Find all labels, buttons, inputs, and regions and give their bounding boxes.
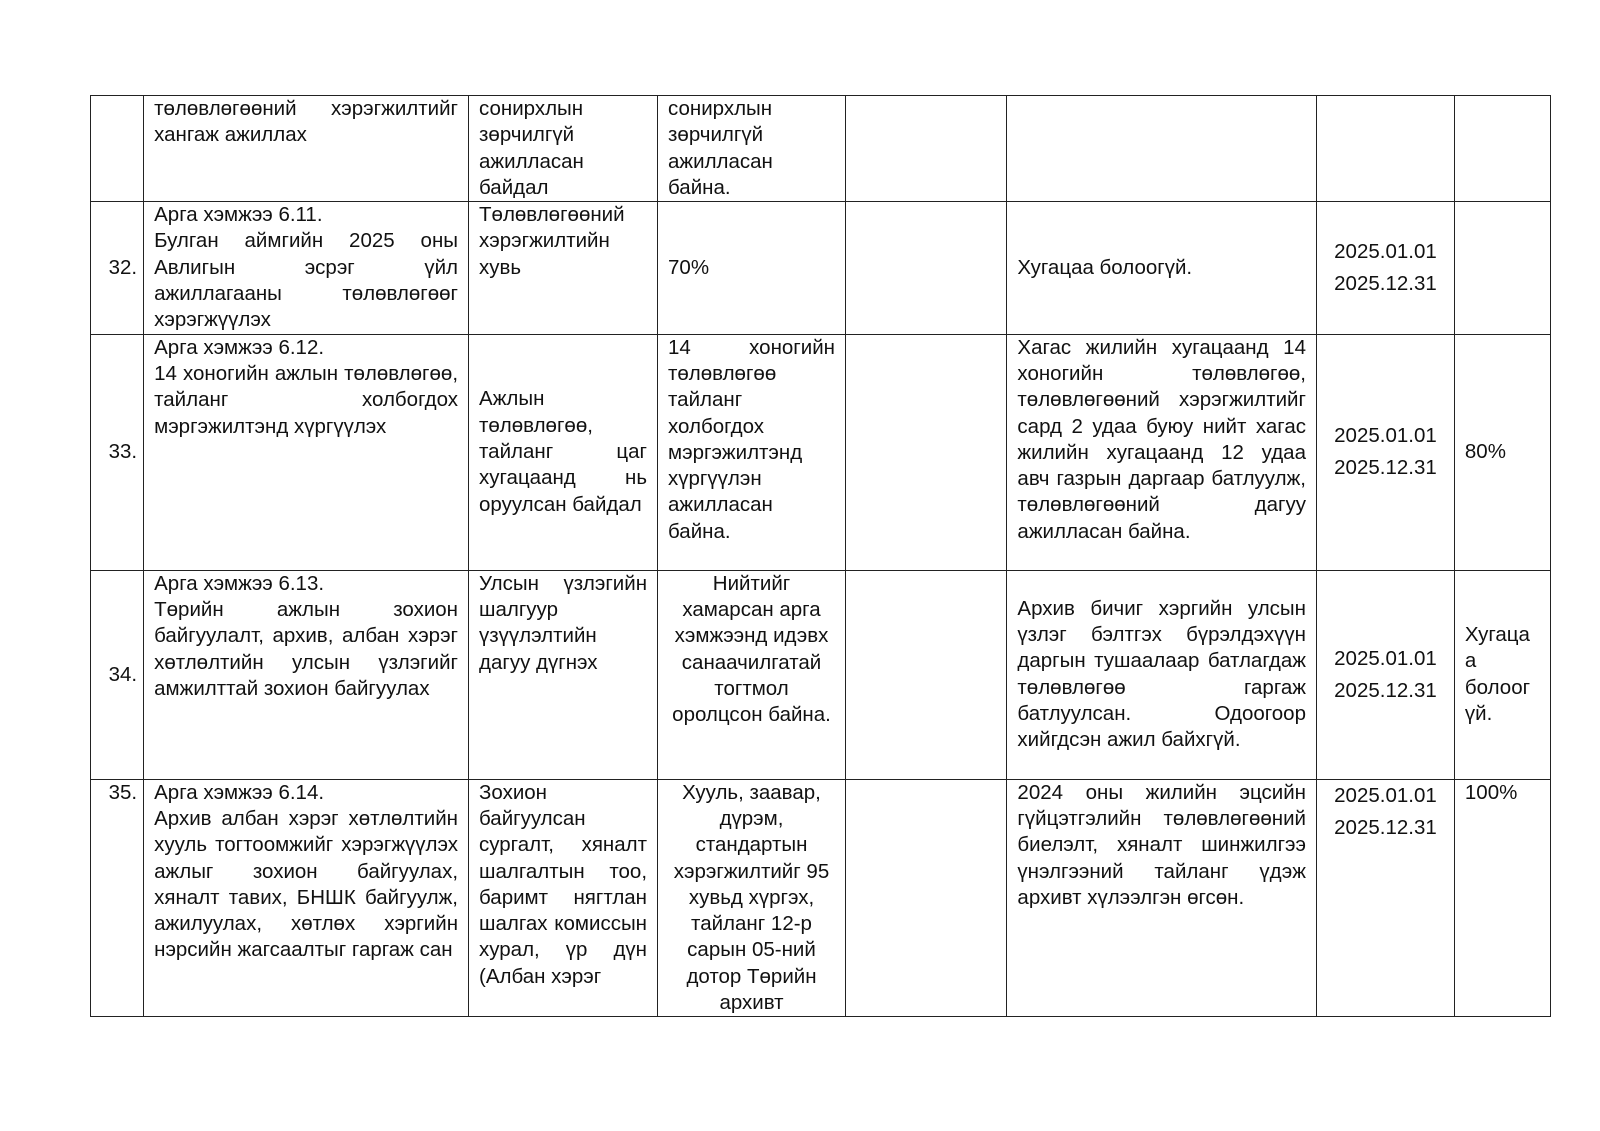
date-start: 2025.01.01 <box>1334 239 1437 263</box>
empty-cell <box>846 202 1007 334</box>
target-cell: Хууль, заавар, дүрэм, стандартын хэрэгжилтийг 95 хувьд хүргэх, тайланг 12-р сарын 05-ний дотор Төрийн архивт <box>658 779 846 1017</box>
date-end: 2025.12.31 <box>1334 815 1437 839</box>
row-number <box>91 96 144 202</box>
empty-cell <box>846 334 1007 570</box>
row-number: 32. <box>91 202 144 334</box>
target-cell: 14 хоногийн төлөвлөгөө тайланг холбогдох мэргэжилтэнд хүргүүлэн ажилласан байна. <box>658 334 846 570</box>
empty-cell <box>846 779 1007 1017</box>
indicator-cell: Ажлын төлөвлөгөө, тайланг цаг хугацаанд нь оруулсан байдал <box>469 334 658 570</box>
measure-title: Арга хэмжээ 6.11. <box>154 203 323 227</box>
table-row <box>91 779 1551 1017</box>
date-cell <box>1316 570 1454 779</box>
date-start: 2025.01.01 <box>1334 646 1437 670</box>
date-cell <box>1316 334 1454 570</box>
target-cell: 70% <box>658 202 846 334</box>
measure-cell <box>144 570 469 779</box>
measure-title: Арга хэмжээ 6.13. <box>154 571 325 595</box>
report-cell: Хагас жилийн хугацаанд 14 хоногийн төлөвлөгөө, төлөвлөгөөний хэрэгжилтийг сард 2 удаа буюу нийт хагас жилийн хугацаанд 12 удаа авч газрын даргаар батлуулж, төлөвлөгөөний дагуу ажилласан байна. <box>1007 334 1317 570</box>
indicator-cell: сонирхлын зөрчилгүй ажилласан байдал <box>469 96 658 202</box>
target-cell: Нийтийг хамарсан арга хэмжээнд идэвх санаачилгатай тогтмол оролцсон байна. <box>658 570 846 779</box>
date-end: 2025.12.31 <box>1334 678 1437 702</box>
indicator-cell: Зохион байгуулсан сургалт, хяналт шалгалтын тоо, баримт нягтлан шалгах комиссын хурал, үр дүн (Албан хэрэг <box>469 779 658 1017</box>
date-start: 2025.01.01 <box>1334 424 1437 448</box>
measure-text: Төрийн ажлын зохион байгуулалт, архив, албан хэрэг хөтлөлтийн улсын үзлэгийг амжилттай зохион байгуулах <box>154 597 459 700</box>
date-cell <box>1316 96 1454 202</box>
target-cell: сонирхлын зөрчилгүй ажилласан байна. <box>658 96 846 202</box>
measure-cell <box>144 96 469 202</box>
measure-text: 14 хоногийн ажлын төлөвлөгөө, тайланг холбогдох мэргэжилтэнд хүргүүлэх <box>154 361 459 438</box>
row-number: 33. <box>91 334 144 570</box>
date-cell <box>1316 779 1454 1017</box>
table-row <box>91 202 1551 334</box>
row-number: 34. <box>91 570 144 779</box>
report-cell: Хугацаа болоогүй. <box>1007 202 1317 334</box>
percent-cell <box>1454 202 1550 334</box>
measure-cell <box>144 334 469 570</box>
measure-cell <box>144 779 469 1017</box>
measure-text: Булган аймгийн 2025 оны Авлигын эсрэг үйл ажиллагааны төлөвлөгөөг хэрэгжүүлэх <box>154 229 459 332</box>
measure-cell <box>144 202 469 334</box>
measure-text: Архив албан хэрэг хөтлөлтийн хууль тогтоомжийг хэрэгжүүлэх ажлыг зохион байгуулах, хяналт тавих, БНШК байгуулж, ажилуулах, хөтлөх хэргийн нэрсийн жагсаалтыг гаргаж сан <box>154 806 459 962</box>
indicator-cell: Төлөвлөгөөний хэрэгжилтийн хувь <box>469 202 658 334</box>
measure-title: Арга хэмжээ 6.14. <box>154 780 325 804</box>
empty-cell <box>846 96 1007 202</box>
measure-title: Арга хэмжээ 6.12. <box>154 335 325 359</box>
row-number: 35. <box>91 779 144 1017</box>
table-row <box>91 96 1551 202</box>
report-cell: Архив бичиг хэргийн улсын үзлэг бэлтгэх бүрэлдэхүүн даргын тушаалаар батлагдаж төлөвлөгөө гаргаж батлуулсан. Одоогоор хийгдсэн ажил байхгүй. <box>1007 570 1317 779</box>
date-end: 2025.12.31 <box>1334 271 1437 295</box>
percent-cell: 80% <box>1454 334 1550 570</box>
measure-text: төлөвлөгөөний хэрэгжилтийг хангаж ажиллах <box>154 97 459 147</box>
report-cell: 2024 оны жилийн эцсийн гүйцэтгэлийн төлөвлөгөөний биелэлт, хяналт шинжилгээ үнэлгээний тайланг үдэж архивт хүлээлгэн өгсөн. <box>1007 779 1317 1017</box>
table-row <box>91 570 1551 779</box>
date-end: 2025.12.31 <box>1334 456 1437 480</box>
empty-cell <box>846 570 1007 779</box>
percent-cell <box>1454 96 1550 202</box>
percent-cell: Хугацаа болоогүй. <box>1454 570 1550 779</box>
date-start: 2025.01.01 <box>1334 783 1437 807</box>
table-row <box>91 334 1551 570</box>
plan-report-table <box>90 95 1551 1017</box>
date-cell <box>1316 202 1454 334</box>
percent-cell: 100% <box>1454 779 1550 1017</box>
report-cell <box>1007 96 1317 202</box>
indicator-cell: Улсын үзлэгийн шалгуур үзүүлэлтийн дагуу дүгнэх <box>469 570 658 779</box>
